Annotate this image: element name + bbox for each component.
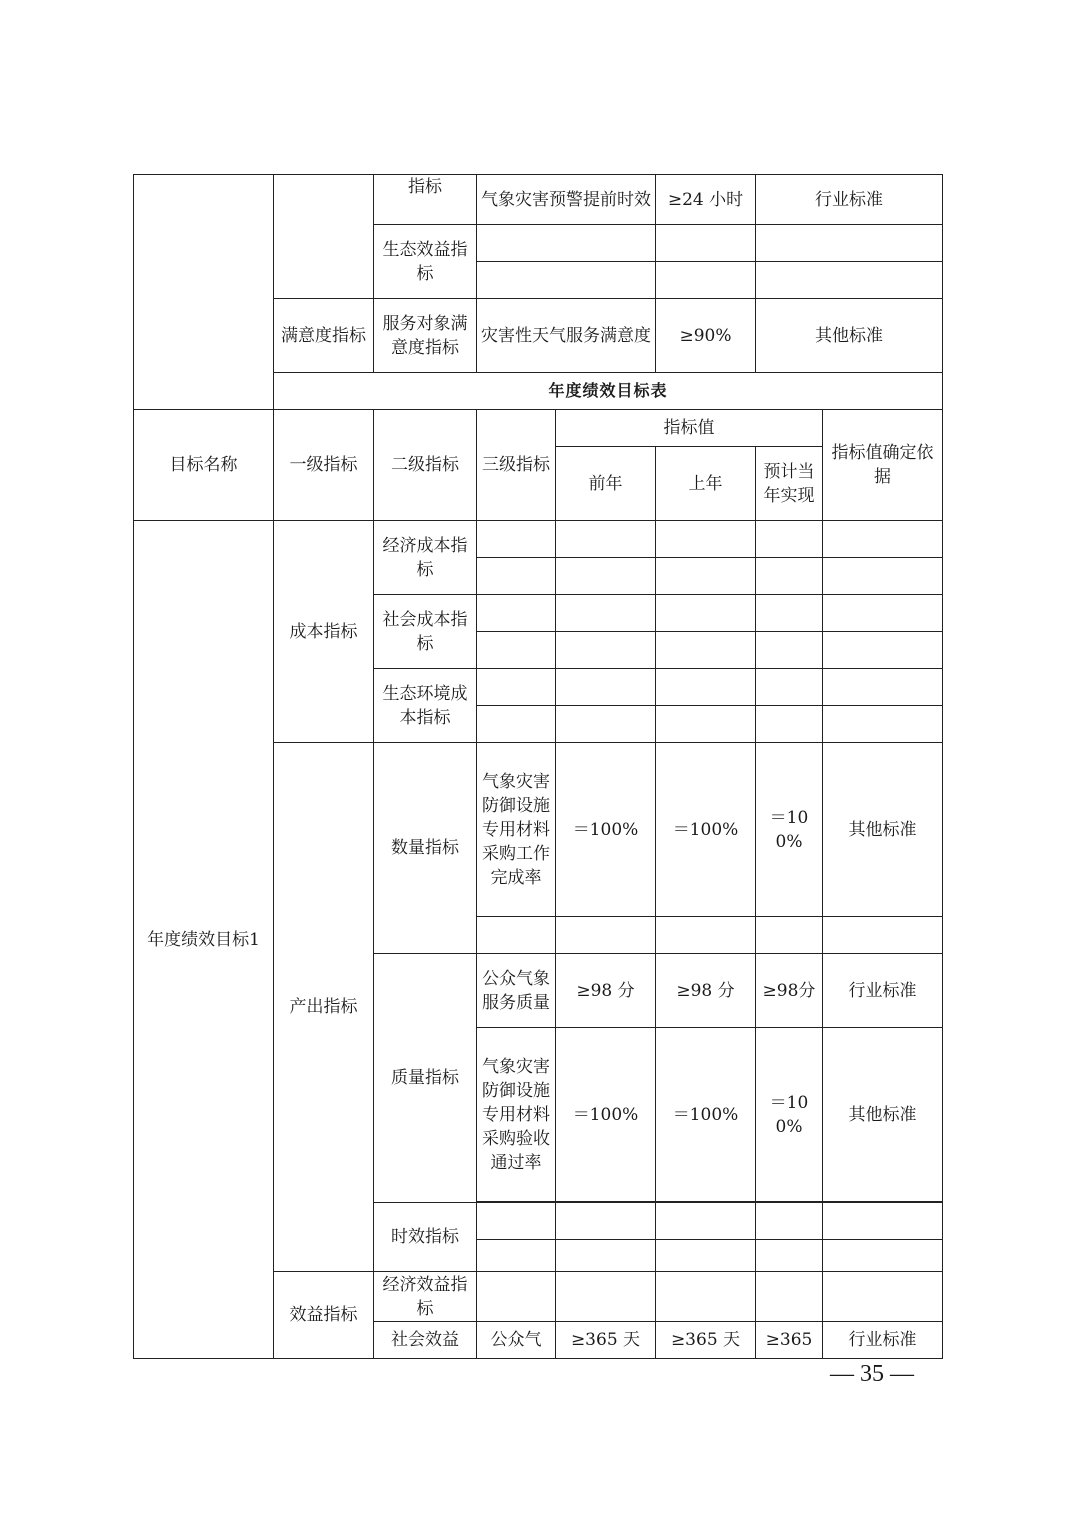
basis-cell: 其他标准 xyxy=(756,299,943,373)
header-level1: 一级指标 xyxy=(274,410,374,521)
header-last-year: 上年 xyxy=(656,447,756,521)
expected-cell xyxy=(756,595,823,632)
basis-cell xyxy=(823,558,943,595)
goal-name-cell-continued xyxy=(134,175,274,410)
prev-cell xyxy=(556,669,656,706)
last-cell xyxy=(656,595,756,632)
last-cell: ＝100% xyxy=(656,1028,756,1202)
level3-cell xyxy=(477,669,556,706)
basis-cell: 行业标准 xyxy=(756,175,943,225)
header-level2: 二级指标 xyxy=(374,410,477,521)
last-cell: ≥365 天 xyxy=(656,1322,756,1359)
prev-cell: ≥98 分 xyxy=(556,954,656,1028)
header-goal-name: 目标名称 xyxy=(134,410,274,521)
basis-cell xyxy=(823,595,943,632)
expected-cell xyxy=(756,558,823,595)
expected-cell xyxy=(756,669,823,706)
expected-cell: ≥98分 xyxy=(756,954,823,1028)
prev-cell: ≥365 天 xyxy=(556,1322,656,1359)
prev-cell xyxy=(556,632,656,669)
level3-cell xyxy=(477,262,656,299)
value-cell: ≥24 小时 xyxy=(656,175,756,225)
last-cell xyxy=(656,1240,756,1272)
last-cell xyxy=(656,669,756,706)
basis-cell: 行业标准 xyxy=(823,954,943,1028)
basis-cell xyxy=(756,262,943,299)
level1-cell: 满意度指标 xyxy=(274,299,374,373)
last-cell xyxy=(656,1272,756,1322)
level3-cell xyxy=(477,521,556,558)
basis-cell xyxy=(823,521,943,558)
page-number: — 35 — xyxy=(830,1361,914,1387)
expected-cell xyxy=(756,521,823,558)
level3-cell: 公众气象服务质量 xyxy=(477,954,556,1028)
last-cell: ＝100% xyxy=(656,743,756,917)
level2-social-cost: 社会成本指标 xyxy=(374,595,477,669)
level3-cell xyxy=(477,225,656,262)
basis-cell: 行业标准 xyxy=(823,1322,943,1359)
header-indicator-value: 指标值 xyxy=(556,410,823,447)
header-level3: 三级指标 xyxy=(477,410,556,521)
basis-cell: 其他标准 xyxy=(823,1028,943,1202)
prev-cell xyxy=(556,558,656,595)
prev-cell xyxy=(556,595,656,632)
value-cell: ≥90% xyxy=(656,299,756,373)
expected-cell xyxy=(756,1203,823,1240)
prev-cell xyxy=(556,1240,656,1272)
level2-economic-cost: 经济成本指标 xyxy=(374,521,477,595)
level3-cell xyxy=(477,1272,556,1322)
expected-cell: ＝100% xyxy=(756,1028,823,1202)
prev-cell: ＝100% xyxy=(556,743,656,917)
level3-cell xyxy=(477,595,556,632)
level3-cell: 气象灾害防御设施专用材料采购验收通过率 xyxy=(477,1028,556,1202)
header-basis: 指标值确定依据 xyxy=(823,410,943,521)
level2-social-benefit: 社会效益 xyxy=(374,1322,477,1359)
goal-name-cell: 年度绩效目标1 xyxy=(134,521,274,1359)
section-title: 年度绩效目标表 xyxy=(274,373,943,410)
value-cell xyxy=(656,225,756,262)
level2-economic-benefit: 经济效益指标 xyxy=(374,1272,477,1322)
last-cell xyxy=(656,706,756,743)
level1-output: 产出指标 xyxy=(274,743,374,1272)
last-cell xyxy=(656,558,756,595)
basis-cell xyxy=(823,1203,943,1240)
level3-cell xyxy=(477,632,556,669)
level3-cell xyxy=(477,917,556,954)
last-cell xyxy=(656,632,756,669)
prev-cell xyxy=(556,706,656,743)
expected-cell xyxy=(756,706,823,743)
level2-timeliness: 时效指标 xyxy=(374,1203,477,1272)
level2-quality: 质量指标 xyxy=(374,954,477,1203)
prev-cell xyxy=(556,1203,656,1240)
prev-cell: ＝100% xyxy=(556,1028,656,1202)
header-expected: 预计当年实现 xyxy=(756,447,823,521)
basis-cell xyxy=(823,1272,943,1322)
expected-cell: ＝100% xyxy=(756,743,823,917)
expected-cell: ≥365 xyxy=(756,1322,823,1359)
basis-cell: 其他标准 xyxy=(823,743,943,917)
last-cell xyxy=(656,521,756,558)
basis-cell xyxy=(823,669,943,706)
level2-cell: 指标 xyxy=(374,175,477,225)
level2-cell: 服务对象满意度指标 xyxy=(374,299,477,373)
level2-cell: 生态效益指标 xyxy=(374,225,477,299)
level2-ecological-cost: 生态环境成本指标 xyxy=(374,669,477,743)
expected-cell xyxy=(756,917,823,954)
last-cell: ≥98 分 xyxy=(656,954,756,1028)
expected-cell xyxy=(756,632,823,669)
level3-cell: 灾害性天气服务满意度 xyxy=(477,299,656,373)
basis-cell xyxy=(823,706,943,743)
last-cell xyxy=(656,1203,756,1240)
level3-cell xyxy=(477,558,556,595)
level3-cell: 气象灾害防御设施专用材料采购工作完成率 xyxy=(477,743,556,917)
level1-cost: 成本指标 xyxy=(274,521,374,743)
continuation-table xyxy=(133,174,943,410)
prev-cell xyxy=(556,521,656,558)
level3-cell xyxy=(477,1203,556,1240)
basis-cell xyxy=(823,632,943,669)
performance-goals-table xyxy=(133,409,943,1359)
basis-cell xyxy=(823,917,943,954)
header-prev-year: 前年 xyxy=(556,447,656,521)
expected-cell xyxy=(756,1240,823,1272)
basis-cell xyxy=(756,225,943,262)
level1-cell-continued xyxy=(274,175,374,299)
value-cell xyxy=(656,262,756,299)
level3-cell: 气象灾害预警提前时效 xyxy=(477,175,656,225)
prev-cell xyxy=(556,1272,656,1322)
level2-quantity: 数量指标 xyxy=(374,743,477,954)
level3-cell: 公众气 xyxy=(477,1322,556,1359)
basis-cell xyxy=(823,1240,943,1272)
last-cell xyxy=(656,917,756,954)
level1-benefit: 效益指标 xyxy=(274,1272,374,1359)
level3-cell xyxy=(477,1240,556,1272)
expected-cell xyxy=(756,1272,823,1322)
prev-cell xyxy=(556,917,656,954)
level3-cell xyxy=(477,706,556,743)
